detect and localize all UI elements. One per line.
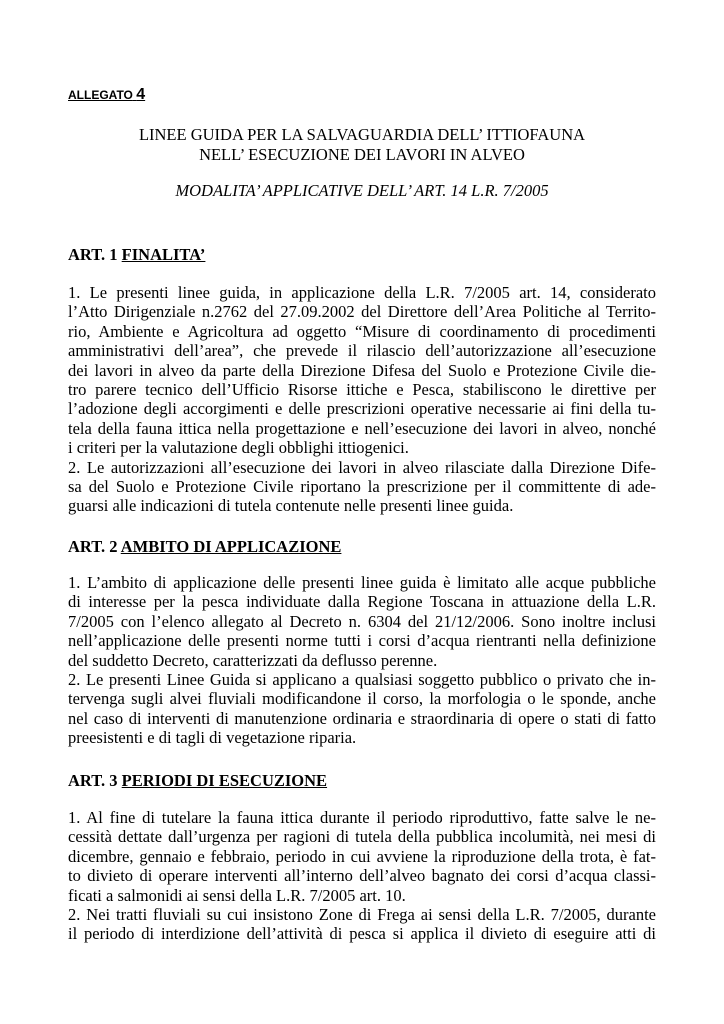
text-line: 1. Al fine di tutelare la fauna ittica durante il periodo riproduttivo, fatte salve le ne- <box>68 808 656 827</box>
article-3-body <box>68 808 656 944</box>
article-1-heading: ART. 1 FINALITA’ <box>68 245 206 264</box>
text-line: cessità dettate dall’urgenza per ragioni di tutela della pubblica incolumità, nei mesi di <box>68 827 656 847</box>
text-line: guarsi alle indicazioni di tutela contenute nelle presenti linee guida. <box>68 496 514 516</box>
title-line-2: NELL’ ESECUZIONE DEI LAVORI IN ALVEO <box>199 145 525 164</box>
allegato-label: ALLEGATO 4 <box>68 86 146 103</box>
text-line: tro parere tecnico dell’Ufficio Risorse ittiche e Pesca, stabiliscono le direttive per <box>68 379 656 399</box>
text-line: i criteri per la valutazione degli obblighi ittiogenici. <box>68 438 409 458</box>
article-2-heading: ART. 2 AMBITO DI APPLICAZIONE <box>68 537 342 556</box>
text-line: nel caso di interventi di manutenzione ordinaria e straordinaria di opere o stati di fatto <box>68 708 656 728</box>
text-line: tervenga sugli alvei fluviali modificandone il corso, la morfologia o le sponde, anche <box>68 689 656 709</box>
article-2-body <box>68 573 656 748</box>
allegato-number: 4 <box>136 86 146 103</box>
text-line: tela della fauna ittica nella progettazione e nell’esecuzione dei lavori in alveo, nonché <box>68 418 656 438</box>
text-line: dei lavori in alveo da parte della Direzione Difesa del Suolo e Protezione Civile die- <box>68 360 656 380</box>
text-line: rio, Ambiente e Agricoltura ad oggetto “Misure di coordinamento di procedimenti <box>68 321 656 341</box>
text-line: di interesse per la pesca individuate dalla Regione Toscana in attuazione della L.R. <box>68 592 656 612</box>
text-line: sa del Suolo e Protezione Civile riportano la prescrizione per il committente di ade- <box>68 476 656 496</box>
text-line: to divieto di operare interventi all’interno dell’alveo bagnato dei corsi d’acqua classi- <box>68 866 656 886</box>
text-line: del suddetto Decreto, caratterizzati da deflusso perenne. <box>68 650 438 670</box>
text-line: 2. Le presenti Linee Guida si applicano a qualsiasi soggetto pubblico o privato che in- <box>68 669 656 689</box>
text-line: ficati a salmonidi ai sensi della L.R. 7/2005 art. 10. <box>68 885 406 905</box>
article-1-body <box>68 283 656 516</box>
text-line: l’Atto Dirigenziale n.2762 del 27.09.2002 del Direttore dell’Area Politiche al Territo- <box>68 302 656 322</box>
text-line: nell’applicazione delle presenti norme tutti i corsi d’acqua rientranti nella definizione <box>68 631 656 651</box>
article-3-heading: ART. 3 PERIODI DI ESECUZIONE <box>68 771 328 790</box>
text-line: 2. Nei tratti fluviali su cui insistono Zone di Frega ai sensi della L.R. 7/2005, durante <box>68 904 656 924</box>
text-line: dicembre, gennaio e febbraio, periodo in cui avviene la riproduzione della trota, è fat- <box>68 846 656 866</box>
text-line: 7/2005 con l’elenco allegato al Decreto n. 6304 del 21/12/2006. Sono inoltre inclusi <box>68 611 656 631</box>
text-line: l’adozione degli accorgimenti e delle prescrizioni operative necessarie ai fini della tu- <box>68 399 656 419</box>
title-line-1: LINEE GUIDA PER LA SALVAGUARDIA DELL’ ITTIOFAUNA <box>138 125 586 144</box>
text-line: 1. Le presenti linee guida, in applicazione della L.R. 7/2005 art. 14, considerato <box>68 283 656 302</box>
subtitle: MODALITA’ APPLICATIVE DELL’ ART. 14 L.R. 7/2005 <box>175 181 549 200</box>
text-line: amministrativi dell’area”, che prevede il rilascio dell’autorizzazione all’esecuzione <box>68 341 656 361</box>
text-line: 1. L’ambito di applicazione delle presenti linee guida è limitato alle acque pubbliche <box>68 573 656 592</box>
text-line: il periodo di interdizione dell’attività di pesca si applica il divieto di eseguire atti di <box>68 924 656 944</box>
text-line: 2. Le autorizzazioni all’esecuzione dei lavori in alveo rilasciate dalla Direzione Dife- <box>68 457 656 477</box>
text-line: preesistenti e di tagli di vegetazione riparia. <box>68 728 357 748</box>
